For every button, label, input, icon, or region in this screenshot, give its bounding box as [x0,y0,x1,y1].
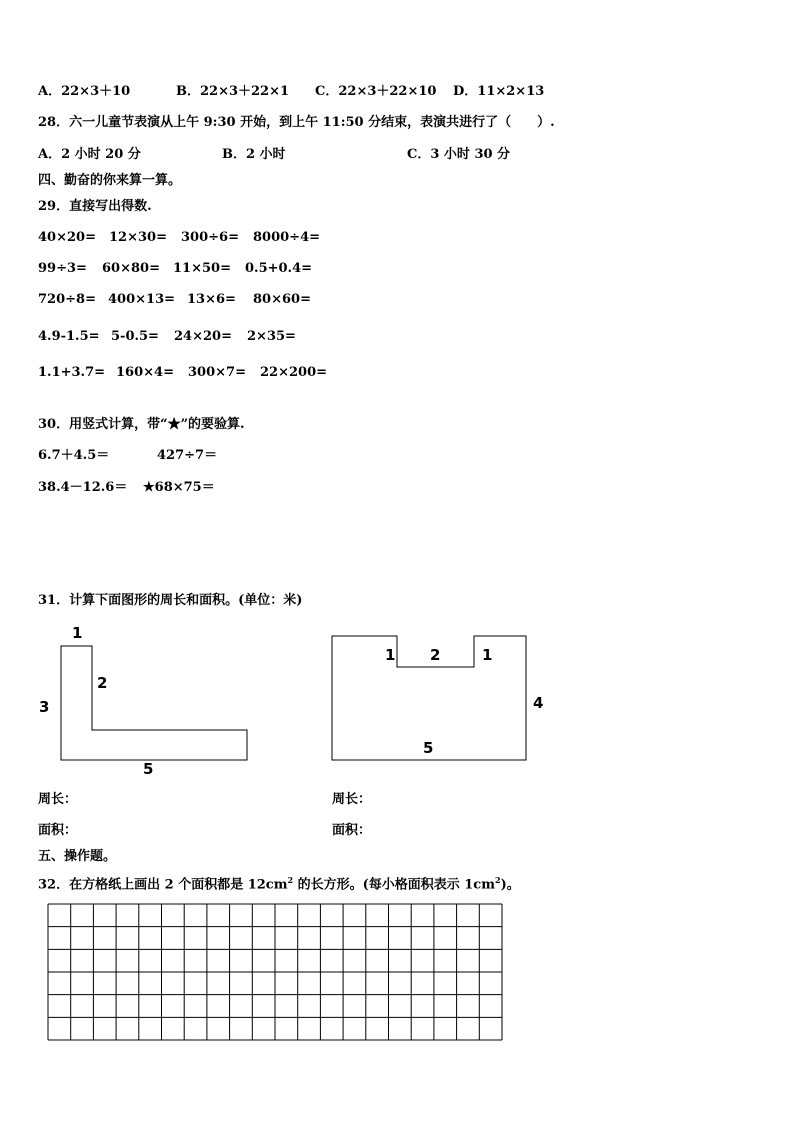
fig1-perimeter-label: 周长： [38,792,78,807]
q29-r4-c3: 24×20= [174,329,232,344]
q30-stem: 30．用竖式计算，带“★”的要验算. [38,417,245,432]
q27-option-b: B．22×3＋22×1 [176,84,290,99]
fig2-perimeter-label: 周长： [332,792,372,807]
q27-option-c: C．22×3＋22×10 [315,84,437,99]
q29-r2-c1: 99÷3= [38,261,87,276]
q31-stem: 31．计算下面图形的周长和面积。(单位：米) [38,593,303,608]
q30-item-3: 38.4－12.6＝ [38,480,128,495]
q28-option-c: C．3 小时 30 分 [407,147,511,162]
q30-item-2: 427÷7＝ [157,448,218,463]
q29-r1-c4: 8000÷4= [253,230,321,245]
q29-r3-c1: 720÷8= [38,292,96,307]
fig1-label-bottom: 5 [143,760,154,778]
q28-option-a: A．2 小时 20 分 [38,147,141,162]
q29-r5-c3: 300×7= [188,365,246,380]
q29-r1-c1: 40×20= [38,230,96,245]
fig2-label-bottom: 5 [423,739,434,757]
q29-r2-c4: 0.5+0.4= [245,261,313,276]
q28-stem: 28．六一儿童节表演从上午 9:30 开始，到上午 11:50 分结束，表演共进行了（ ）. [38,115,555,130]
q29-r3-c4: 80×60= [253,292,311,307]
fig1-label-left: 3 [39,698,50,716]
fig1-area-label: 面积： [38,823,78,838]
fig1-label-top: 1 [72,624,83,642]
q29-r4-c1: 4.9-1.5= [38,329,100,344]
grid-paper[interactable] [47,903,503,1041]
q29-stem: 29．直接写出得数. [38,199,152,214]
q29-r5-c1: 1.1+3.7= [38,365,106,380]
q29-r4-c2: 5-0.5= [111,329,159,344]
q30-item-4: ★68×75＝ [143,480,215,495]
fig1-label-inner: 2 [97,674,108,692]
fig2-label-right-notch: 1 [482,646,493,664]
q29-r5-c2: 160×4= [116,365,174,380]
section4-title: 四、勤奋的你来算一算。 [38,173,182,188]
q29-r2-c2: 60×80= [102,261,160,276]
q29-r4-c4: 2×35= [247,329,296,344]
q30-item-1: 6.7＋4.5＝ [38,448,110,463]
q29-r3-c2: 400×13= [108,292,176,307]
fig2-area-label: 面积： [332,823,372,838]
q29-r1-c3: 300÷6= [181,230,239,245]
fig2-label-right: 4 [533,694,544,712]
section5-title: 五、操作题。 [38,849,117,864]
q29-r3-c3: 13×6= [187,292,236,307]
q27-option-a: A．22×3＋10 [38,84,131,99]
fig2-label-left-notch: 1 [385,646,396,664]
q29-r5-c4: 22×200= [260,365,328,380]
q32-stem: 32．在方格纸上画出 2 个面积都是 $12cm^2$ 的长方形。(每小格面积表示 $1cm^2$)。 [38,875,520,893]
q27-option-d: D．11×2×13 [453,84,545,99]
fig2-label-notch-width: 2 [430,646,441,664]
q28-option-b: B．2 小时 [222,147,286,162]
q29-r2-c3: 11×50= [173,261,231,276]
q29-r1-c2: 12×30= [109,230,167,245]
